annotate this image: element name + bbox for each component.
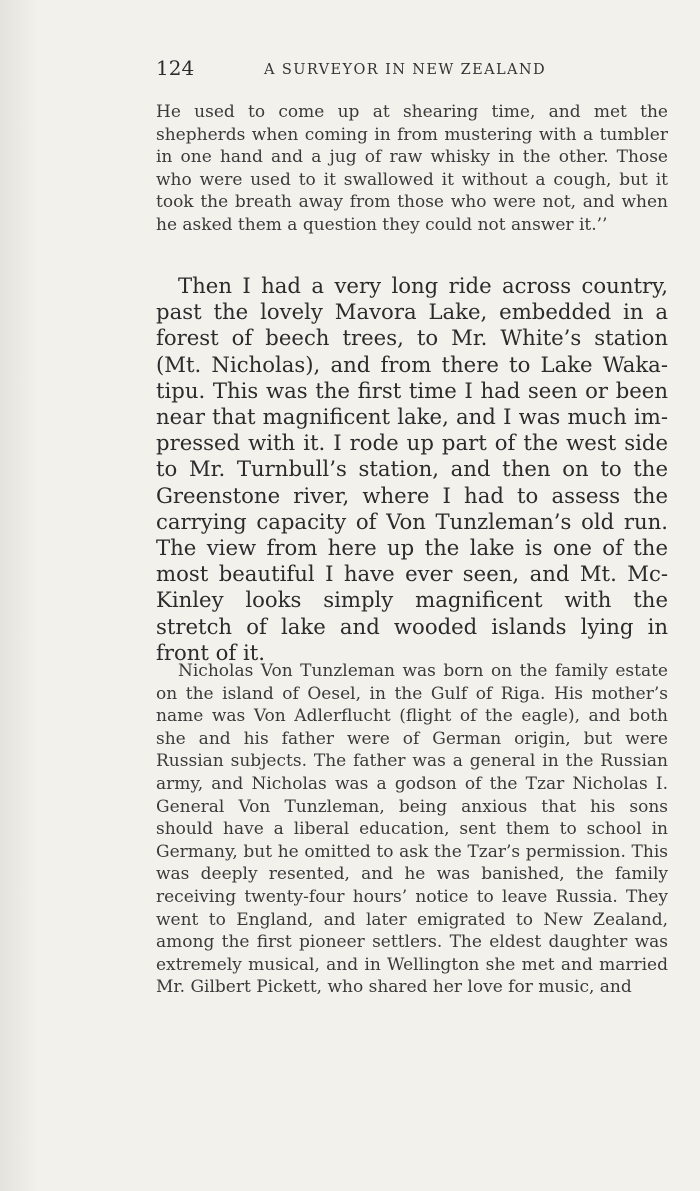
page-number: 124 [156,56,195,80]
quoted-paragraph: He used to come up at shearing time, and met the shepherds when coming in from mustering with a tumbler in one hand and a jug of raw whisky in the other. Those who were used to it swallowed it without a cough, but it took the breath away from those who were not, and when he asked them a question they could not answer it.’’ [156,102,668,235]
running-head: A SURVEYOR IN NEW ZEALAND [264,62,547,78]
page-edge-shadow [0,0,40,1191]
page-header [156,52,668,82]
main-paragraph: Then I had a very long ride across country, past the lovely Mavora Lake, embedded in a forest of beech trees, to Mr. White’s station (Mt. Nicholas), and from there to Lake Wakatipu. This was the first time I had seen or been near that magnificent lake, and I was much impressed with it. I rode up part of the west side to Mr. Turnbull’s station, and then on to the Greenstone river, where I had to assess the carrying capacity of Von Tunzleman’s old run. The view from here up the lake is one of the most beautiful I have ever seen, and Mt. McKinley looks simply magnificent with the stretch of lake and wooded islands lying in front of it. [156,273,668,665]
biographical-note-paragraph: Nicholas Von Tunzleman was born on the family estate on the island of Oesel, in the Gulf of Riga. His mother’s name was Von Adlerflucht (flight of the eagle), and both she and his father were of German origin, but were Russian subjects. The father was a general in the Russian army, and Nicholas was a godson of the Tzar Nicholas I. General Von Tunzleman, being anxious that his sons should have a liberal education, sent them to school in Germany, but he omitted to ask the Tzar’s permission. This was deeply resented, and he was banished, the family receiving twenty-four hours’ notice to leave Russia. They went to England, and later emigrated to New Zealand, among the first pioneer settlers. The eldest daughter was extremely musical, and in Wellington she met and married Mr. Gilbert Pickett, who shared her love for music, and [156,661,668,998]
